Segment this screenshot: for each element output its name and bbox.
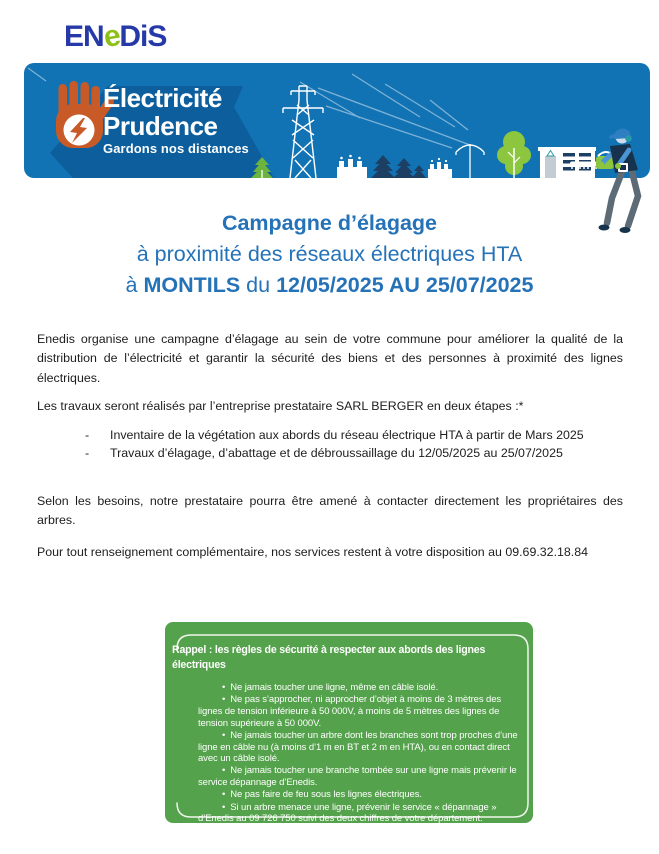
safety-rule: [165, 682, 519, 694]
title-line3-mid: du: [240, 273, 277, 297]
list-dash: -: [85, 428, 90, 442]
safety-rule-text: Ne jamais toucher une ligne, même en câble isolé.: [230, 682, 439, 693]
safety-rule: [165, 802, 519, 825]
safety-rule-text: Ne pas s’approcher, ni approcher d’objet à moins de 3 mètres des lignes de tension inférieure à 50 000V, à moins de 5 mètres des lignes de tension supérieure à 50 000V.: [198, 694, 502, 729]
banner-subtitle: Gardons nos distances: [103, 141, 249, 156]
banner-title-line1: Électricité: [103, 83, 222, 113]
ear-protection: [625, 135, 632, 142]
title-line3: [0, 270, 659, 301]
safety-rule: [165, 765, 519, 788]
list-item: [37, 445, 623, 463]
title-line1: Campagne d’élagage: [221, 211, 438, 235]
bullet-icon: •: [222, 694, 226, 706]
safety-heading-line2: électriques: [172, 659, 226, 671]
safety-rule: [165, 730, 519, 765]
bullet-icon: •: [222, 801, 226, 813]
logo-text-left: EN: [64, 20, 104, 53]
list-dash: -: [85, 445, 90, 460]
bullet-icon: •: [222, 682, 226, 693]
title-line2: à proximité des réseaux électriques HTA: [136, 242, 523, 266]
paragraph-steps: Les travaux seront réalisés par l’entreprise prestataire SARL BERGER en deux étapes :*: [37, 399, 524, 413]
list-item-text: Travaux d’élagage, d’abattage et de débroussaillage du 12/05/2025 au 25/07/2025: [110, 445, 563, 460]
steps-list: [37, 427, 623, 462]
chainsaw-blade: [570, 162, 598, 167]
paragraph-intro: Enedis organise une campagne d’élagage au sein de votre commune pour améliorer la qualité de la distribution de l’électricité et garantir la sécurité des biens et des personnes à proximité des lignes électriques.: [37, 332, 623, 385]
logo-text-right: DiS: [119, 20, 167, 53]
paragraph-phone: Pour tout renseignement complémentaire, nos services restent à votre disposition au 09.69.32.18.84: [37, 545, 589, 559]
banner-text: [103, 84, 249, 157]
logo-green-e: e: [100, 18, 123, 55]
enedis-logo: [64, 20, 166, 54]
bullet-icon: •: [222, 729, 226, 741]
safety-heading-line1: Rappel : les règles de sécurité à respecter aux abords des lignes: [172, 644, 486, 656]
bullet-icon: •: [222, 789, 226, 801]
bullet-icon: •: [222, 765, 226, 777]
safety-reminder-box: [165, 622, 533, 823]
document-title: [0, 208, 659, 301]
banner-title-line2: Prudence: [103, 111, 218, 141]
list-item-text: Inventaire de la végétation aux abords du réseau électrique HTA à partir de Mars 2025: [110, 428, 584, 442]
safety-rule: [165, 789, 519, 801]
safety-rule: [165, 694, 519, 729]
safety-rule-text: Si un arbre menace une ligne, prévenir le service « dépannage » d’Enedis au 09 726 750 suivi des deux chiffres de votre département.: [198, 801, 497, 825]
title-city: MONTILS: [143, 273, 241, 297]
safety-rules-list: [165, 682, 533, 825]
safety-rule-text: Ne pas faire de feu sous les lignes électriques.: [230, 789, 422, 801]
paragraph-contact-owners: Selon les besoins, notre prestataire pourra être amené à contacter directement les propriétaires des arbres.: [37, 494, 623, 528]
title-dates: 12/05/2025 AU 25/07/2025: [276, 273, 534, 297]
safety-rule-text: Ne jamais toucher une branche tombée sur une ligne mais prévenir le service dépannage d’Enedis.: [198, 765, 517, 789]
list-item: [37, 427, 623, 445]
worker-glove: [598, 162, 605, 169]
safety-box-heading: [165, 622, 533, 673]
safety-rule-text: Ne jamais toucher un arbre dont les branches sont trop proches d’une ligne en câble nu (à moins d’1 m en BT et 2 m en HTA), ou en contact direct avec un câble isolé.: [198, 729, 518, 765]
title-line3-prefix: à: [125, 273, 144, 297]
